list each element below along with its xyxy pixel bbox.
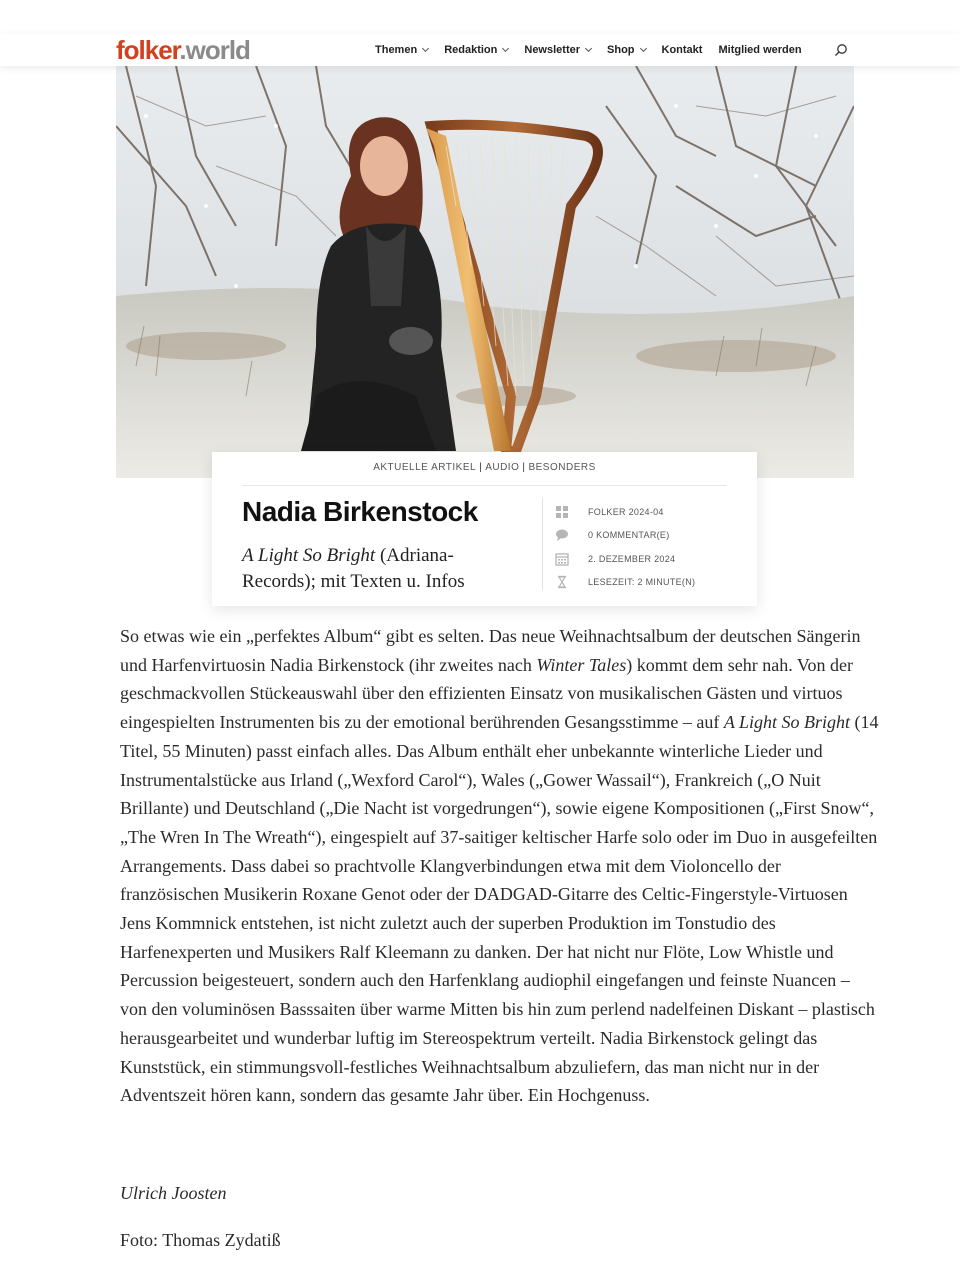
comment-icon — [555, 528, 569, 542]
nav-item-newsletter[interactable]: Newsletter — [524, 44, 591, 56]
main-nav — [375, 34, 818, 66]
category-besonders[interactable]: BESONDERS — [528, 462, 596, 473]
nav-item-redaktion[interactable]: Redaktion — [444, 44, 508, 56]
grid-icon — [555, 505, 569, 519]
category-links: AKTUELLE ARTIKEL | AUDIO | BESONDERS — [373, 462, 596, 473]
vertical-divider — [542, 498, 543, 590]
chevron-down-icon — [502, 45, 509, 52]
chevron-down-icon — [585, 45, 592, 52]
nav-item-shop[interactable]: Shop — [607, 44, 646, 56]
top-strip — [0, 0, 960, 34]
photo-credit: Foto: Thomas Zydatiß — [120, 1230, 281, 1250]
site-header — [0, 34, 960, 66]
site-logo[interactable]: folker.world — [116, 35, 250, 65]
article-header-card — [212, 452, 757, 606]
search-icon[interactable] — [834, 43, 848, 57]
article-paragraph: So etwas wie ein „perfektes Album“ gibt es selten. Das neue Weihnachtsalbum der deutschen Sängerin und Harfenvirtuosin Nadia Birkenstock (ihr zweites nach Winter Tales) kommt dem sehr nah. Von der geschmackvollen Stückeauswahl über den effizienten Einsatz von musikalischen Gästen und virtuos eingespielten Instrumenten bis zu der emotional berührenden Gesangsstimme – auf A Light So Bright (14 Titel, 55 Minuten) passt einfach alles. Das Album enthält eher unbekannte winterliche Lieder und Instrumentalstücke aus Irland („Wexford Carol“), Wales („Gower Wassail“), Frankreich („O Nuit Brillante) und Deutschland („Die Nacht ist vorgedrungen“), sowie eigene Kompositionen („First Snow“, „The Wren In The Wreath“), eingespielt auf 37-saitiger keltischer Harfe solo oder im Duo in ausgefeilten Arrangements. Dass dabei so prachtvolle Klangverbindungen etwa mit dem Violoncello der französischen Musikerin Roxane Genot oder der DADGAD-Gitarre des Celtic-Fingerstyle-Virtuosen Jens Kommnick entstehen, ist nicht zuletzt auch der superben Produktion im Tonstudio des Harfenexperten und Musikers Ralf Kleemann zu danken. Der hat nicht nur Flöte, Low Whistle und Percussion beigesteuert, sondern auch den Harfenklang audiophil eingefangen und feinste Nuancen – von den voluminösen Basssaiten über warme Mitten bis hin zum perlend nadelfeinen Diskant – plastisch herausgearbeitet und wunderbar luftig im Stereospektrum verteilt. Nadia Birkenstock gelingt das Kunststück, ein stimmungsvoll-festliches Weihnachtsalbum abzuliefern, das man nicht nur in der Adventszeit hören kann, sondern das gesamte Jahr über. Ein Hochgenuss. — [120, 626, 879, 1106]
meta-reading-time: LESEZEIT: 2 MINUTE(N) — [555, 571, 695, 595]
nav-item-kontakt[interactable]: Kontakt — [661, 44, 703, 56]
chevron-down-icon — [422, 45, 429, 52]
meta-comments[interactable]: 0 KOMMENTAR(E) — [555, 524, 695, 548]
category-aktuelle-artikel[interactable]: AKTUELLE ARTIKEL — [373, 462, 477, 473]
page-title: Nadia Birkenstock — [242, 496, 478, 527]
article-author: Ulrich Joosten — [120, 1183, 227, 1203]
meta-date: 2. DEZEMBER 2024 — [555, 547, 695, 571]
nav-item-themen[interactable]: Themen — [375, 44, 428, 56]
category-audio[interactable]: AUDIO — [485, 462, 520, 473]
hourglass-icon — [555, 575, 569, 589]
hero-image — [116, 66, 854, 478]
hero-photo-illustration — [116, 66, 854, 478]
article-body — [120, 622, 880, 1110]
chevron-down-icon — [639, 45, 646, 52]
article-subtitle: A Light So Bright (Adriana-Records); mit Texten u. Infos — [242, 545, 465, 592]
nav-item-mitglied-werden[interactable]: Mitglied werden — [718, 44, 802, 56]
meta-issue[interactable]: FOLKER 2024-04 — [555, 500, 695, 524]
divider — [242, 485, 727, 486]
calendar-icon — [555, 552, 569, 566]
article-meta — [555, 500, 695, 594]
